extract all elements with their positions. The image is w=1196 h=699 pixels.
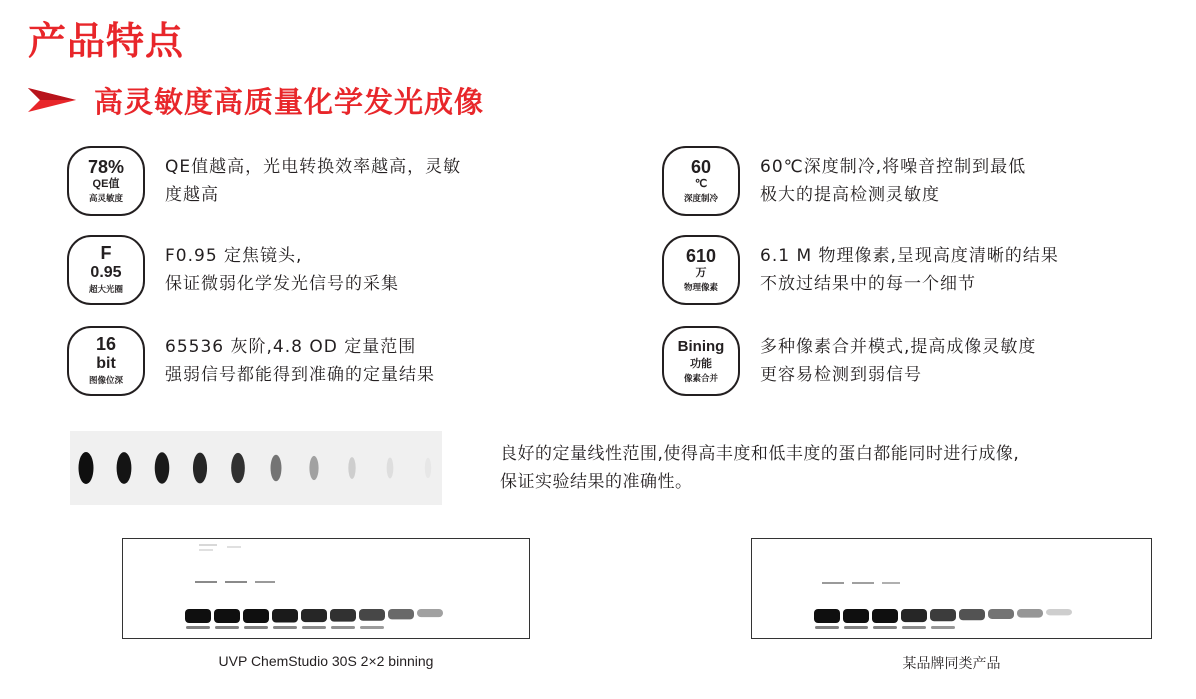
blot-band: [843, 609, 869, 623]
blot-band: [243, 609, 269, 623]
uvp-caption: UVP ChemStudio 30S 2×2 binning: [218, 653, 434, 669]
blot-band-minor: [244, 626, 268, 629]
feature-pixels: [662, 235, 1059, 305]
blot-spot: [231, 453, 245, 483]
section-title: 高灵敏度高质量化学发光成像: [94, 84, 485, 119]
description-line: 更容易检测到弱信号: [760, 365, 922, 385]
blot-band: [330, 609, 356, 622]
blot-spot: [425, 458, 431, 478]
feature-badge: [67, 235, 145, 305]
western-blot-competitor: [751, 538, 1152, 639]
blot-band: [930, 609, 956, 621]
feature-badge: [662, 326, 740, 396]
section-heading: [26, 78, 484, 122]
blot-spot: [271, 455, 282, 482]
badge-value: 60: [690, 156, 712, 177]
description-line: F0.95 定焦镜头,: [165, 246, 303, 266]
blot-band: [872, 609, 898, 623]
badge-label: 高灵敏度: [88, 193, 123, 204]
blot-band: [301, 609, 327, 622]
feature-description: [165, 333, 435, 389]
blot-band: [185, 609, 211, 623]
badge-unit: bit: [96, 355, 116, 372]
feature-qe: [67, 146, 461, 216]
badge-label: 图像位深: [88, 376, 123, 386]
badge-unit: 功能: [690, 357, 712, 370]
badge-value: 16: [95, 334, 117, 354]
blot-band-minor: [215, 626, 239, 629]
blot-band: [814, 609, 840, 623]
blot-graphic: [123, 539, 528, 637]
blot-band-minor: [902, 626, 926, 629]
blot-band-upper: [199, 549, 213, 551]
western-blot-uvp: [122, 538, 530, 639]
blot-band: [388, 609, 414, 619]
blot-band-minor: [360, 626, 384, 629]
blot-band-minor: [186, 626, 210, 629]
badge-label: 深度制冷: [683, 193, 718, 204]
blot-band-upper: [227, 546, 241, 548]
blot-band-minor: [815, 626, 839, 629]
blot-band-upper: [195, 581, 217, 583]
blot-band-minor: [844, 626, 868, 629]
blot-spot: [155, 452, 170, 483]
description-line: QE值越高，光电转换效率越高，灵敏: [165, 157, 462, 177]
feature-binning: [662, 326, 1036, 396]
feature-badge: [662, 235, 740, 305]
feature-description: [165, 153, 461, 209]
badge-value: 78%: [87, 156, 125, 177]
feature-aperture: [67, 235, 399, 305]
feature-description: [760, 242, 1059, 298]
blot-spot: [193, 453, 207, 484]
description-line: 保证微弱化学发光信号的采集: [165, 274, 399, 294]
blot-spot: [309, 456, 318, 480]
blot-band-upper: [852, 582, 874, 584]
blot-band-minor: [273, 626, 297, 629]
blot-band-minor: [873, 626, 897, 629]
description-line: 60℃深度制冷,将噪音控制到最低: [760, 157, 1027, 177]
arrow-icon: [26, 85, 78, 115]
blot-band-minor: [331, 626, 355, 629]
blot-band: [959, 609, 985, 620]
badge-value: Bining: [677, 337, 725, 355]
blot-band-minor: [302, 626, 326, 629]
description-line: 度越高: [165, 185, 219, 205]
blot-spot: [387, 458, 394, 479]
blot-spot: [348, 457, 355, 479]
badge-label: 超大光圈: [88, 285, 123, 295]
blot-band: [1046, 609, 1072, 615]
badge-unit: 万: [695, 266, 707, 279]
badge-value: F: [100, 243, 112, 263]
badge-label: 物理像素: [683, 282, 718, 293]
feature-description: [760, 153, 1026, 209]
description-line: 65536 灰阶,4.8 OD 定量范围: [165, 337, 417, 357]
feature-description: [760, 333, 1036, 389]
dot-blot-graphic: [70, 431, 442, 505]
badge-unit: ℃: [694, 177, 708, 190]
blot-band: [272, 609, 298, 623]
feature-badge: [67, 326, 145, 396]
blot-band-upper: [225, 581, 247, 583]
blot-band: [988, 609, 1014, 619]
description-line: 不放过结果中的每一个细节: [760, 274, 976, 294]
blot-band-upper: [822, 582, 844, 584]
badge-unit: QE值: [92, 177, 120, 190]
badge-value: 610: [685, 245, 717, 266]
dot-blot-caption: [500, 440, 1019, 496]
blot-band: [214, 609, 240, 623]
caption-line: 保证实验结果的准确性。: [500, 472, 693, 492]
blot-spot: [79, 452, 94, 484]
blot-spot: [117, 452, 132, 484]
badge-label: 像素合并: [683, 373, 718, 384]
description-line: 强弱信号都能得到准确的定量结果: [165, 365, 435, 385]
blot-band: [1017, 609, 1043, 618]
page-title: 产品特点: [28, 19, 185, 63]
description-line: 极大的提高检测灵敏度: [760, 185, 940, 205]
description-line: 6.1 M 物理像素,呈现高度清晰的结果: [760, 246, 1059, 266]
blot-band: [417, 609, 443, 617]
blot-band: [901, 609, 927, 622]
blot-graphic: [752, 539, 1150, 637]
blot-band-upper: [255, 581, 275, 583]
caption-line: 良好的定量线性范围,使得高丰度和低丰度的蛋白都能同时进行成像,: [500, 444, 1020, 464]
feature-bitdepth: [67, 326, 435, 396]
feature-cooling: [662, 146, 1026, 216]
badge-unit: 0.95: [90, 264, 122, 281]
blot-band-upper: [199, 544, 217, 546]
blot-band-upper: [882, 582, 900, 584]
description-line: 多种像素合并模式,提高成像灵敏度: [760, 337, 1037, 357]
feature-badge: [662, 146, 740, 216]
blot-band: [359, 609, 385, 621]
dot-blot-image: [70, 431, 442, 505]
feature-description: [165, 242, 399, 298]
feature-badge: [67, 146, 145, 216]
blot-band-minor: [931, 626, 955, 629]
competitor-caption: 某品牌同类产品: [902, 656, 1001, 672]
